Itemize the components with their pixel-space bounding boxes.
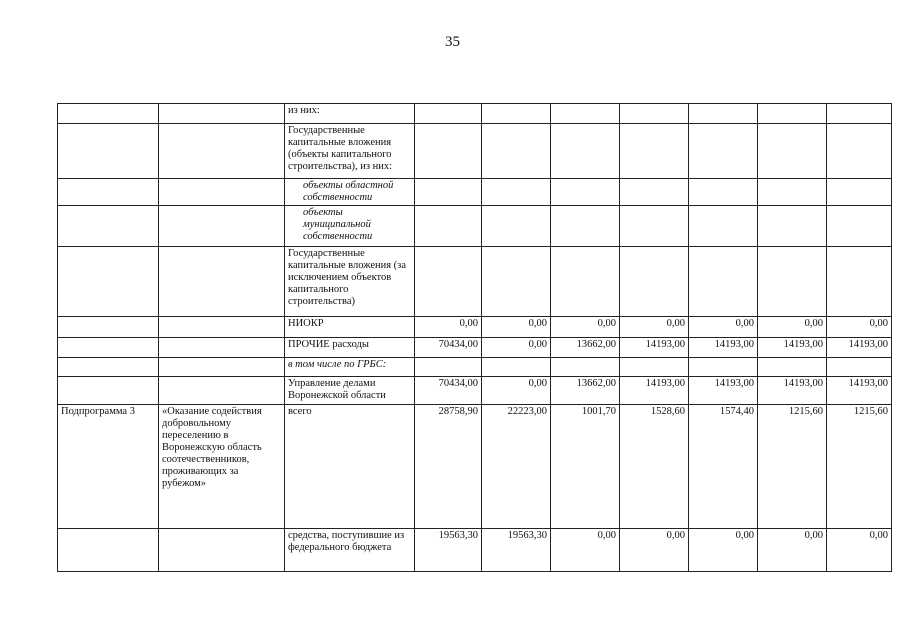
- value-year-3: 0,00: [620, 317, 689, 338]
- value-year-5: 14193,00: [758, 377, 827, 405]
- value-year-3: 1528,60: [620, 405, 689, 529]
- program-name-cell: [159, 206, 285, 247]
- value-total: 70434,00: [415, 338, 482, 358]
- program-name-cell: [159, 358, 285, 377]
- value-year-6: 14193,00: [827, 377, 892, 405]
- value-year-2: 13662,00: [551, 338, 620, 358]
- value-year-3: 0,00: [620, 529, 689, 572]
- value-year-1: 19563,30: [482, 529, 551, 572]
- value-year-6: [827, 206, 892, 247]
- value-year-3: 14193,00: [620, 377, 689, 405]
- value-year-4: 0,00: [689, 317, 758, 338]
- value-year-3: [620, 247, 689, 317]
- value-year-4: [689, 247, 758, 317]
- source-label: объекты муниципальной собственности: [285, 206, 415, 247]
- table-row: [58, 529, 892, 572]
- value-year-1: [482, 179, 551, 206]
- value-total: [415, 247, 482, 317]
- value-year-1: 0,00: [482, 317, 551, 338]
- value-total: 0,00: [415, 317, 482, 338]
- program-name-cell: [159, 247, 285, 317]
- value-year-1: [482, 247, 551, 317]
- value-year-4: [689, 358, 758, 377]
- value-year-2: [551, 247, 620, 317]
- value-year-5: [758, 179, 827, 206]
- value-year-2: 0,00: [551, 529, 620, 572]
- program-name-cell: [159, 529, 285, 572]
- value-year-1: 22223,00: [482, 405, 551, 529]
- value-year-6: 1215,60: [827, 405, 892, 529]
- value-year-6: [827, 179, 892, 206]
- value-total: [415, 179, 482, 206]
- program-cell: Подпрограмма 3: [58, 405, 159, 529]
- program-cell: [58, 317, 159, 338]
- table-row: [58, 377, 892, 405]
- value-year-6: [827, 104, 892, 124]
- table-row: [58, 358, 892, 377]
- value-year-5: [758, 124, 827, 179]
- value-year-1: 0,00: [482, 338, 551, 358]
- value-year-2: [551, 104, 620, 124]
- value-total: [415, 104, 482, 124]
- table-row: [58, 206, 892, 247]
- value-year-1: [482, 124, 551, 179]
- value-year-6: [827, 358, 892, 377]
- program-name-cell: [159, 317, 285, 338]
- value-year-5: [758, 104, 827, 124]
- value-year-5: 14193,00: [758, 338, 827, 358]
- value-year-2: [551, 206, 620, 247]
- source-label: объекты областной собственности: [285, 179, 415, 206]
- source-label: средства, поступившие из федерального бюджета: [285, 529, 415, 572]
- value-year-6: [827, 247, 892, 317]
- program-cell: [58, 377, 159, 405]
- value-year-2: 1001,70: [551, 405, 620, 529]
- value-total: [415, 206, 482, 247]
- value-year-2: [551, 179, 620, 206]
- value-year-2: 13662,00: [551, 377, 620, 405]
- value-year-4: [689, 206, 758, 247]
- program-name-cell: [159, 338, 285, 358]
- value-year-6: 0,00: [827, 317, 892, 338]
- value-year-1: 0,00: [482, 377, 551, 405]
- value-year-2: [551, 358, 620, 377]
- value-year-5: 1215,60: [758, 405, 827, 529]
- value-year-4: 14193,00: [689, 338, 758, 358]
- value-year-4: [689, 179, 758, 206]
- value-year-6: [827, 124, 892, 179]
- value-year-5: [758, 206, 827, 247]
- table-row: [58, 104, 892, 124]
- value-year-4: [689, 104, 758, 124]
- program-name-cell: [159, 377, 285, 405]
- table-row: [58, 405, 892, 529]
- value-year-1: [482, 104, 551, 124]
- program-name-cell: «Оказание содействия добровольному переселению в Воронежскую область соотечественников, проживающих за рубежом»: [159, 405, 285, 529]
- program-cell: [58, 247, 159, 317]
- value-year-3: 14193,00: [620, 338, 689, 358]
- program-cell: [58, 124, 159, 179]
- value-total: 19563,30: [415, 529, 482, 572]
- source-label: Управление делами Воронежской области: [285, 377, 415, 405]
- table-row: [58, 247, 892, 317]
- value-year-1: [482, 206, 551, 247]
- program-name-cell: [159, 104, 285, 124]
- program-cell: [58, 206, 159, 247]
- value-year-5: 0,00: [758, 529, 827, 572]
- value-year-4: 1574,40: [689, 405, 758, 529]
- value-year-3: [620, 179, 689, 206]
- value-year-6: 0,00: [827, 529, 892, 572]
- value-year-3: [620, 358, 689, 377]
- table-row: [58, 179, 892, 206]
- value-year-5: 0,00: [758, 317, 827, 338]
- value-year-4: [689, 124, 758, 179]
- program-cell: [58, 104, 159, 124]
- value-year-3: [620, 104, 689, 124]
- value-year-1: [482, 358, 551, 377]
- budget-table: [57, 103, 892, 572]
- value-year-5: [758, 358, 827, 377]
- value-year-2: 0,00: [551, 317, 620, 338]
- table-row: [58, 338, 892, 358]
- value-total: [415, 358, 482, 377]
- value-year-2: [551, 124, 620, 179]
- source-label: НИОКР: [285, 317, 415, 338]
- value-year-3: [620, 206, 689, 247]
- source-label: Государственные капитальные вложения (за исключением объектов капитального строительства): [285, 247, 415, 317]
- table-row: [58, 317, 892, 338]
- value-year-5: [758, 247, 827, 317]
- source-label: из них:: [285, 104, 415, 124]
- source-label: Государственные капитальные вложения (объекты капитального строительства), из них:: [285, 124, 415, 179]
- program-cell: [58, 338, 159, 358]
- value-year-3: [620, 124, 689, 179]
- page-number: 35: [445, 34, 460, 50]
- value-total: 28758,90: [415, 405, 482, 529]
- program-cell: [58, 179, 159, 206]
- value-year-6: 14193,00: [827, 338, 892, 358]
- program-name-cell: [159, 124, 285, 179]
- value-year-4: 14193,00: [689, 377, 758, 405]
- table-row: [58, 124, 892, 179]
- source-label: всего: [285, 405, 415, 529]
- program-cell: [58, 529, 159, 572]
- value-year-4: 0,00: [689, 529, 758, 572]
- value-total: [415, 124, 482, 179]
- value-total: 70434,00: [415, 377, 482, 405]
- source-label: ПРОЧИЕ расходы: [285, 338, 415, 358]
- source-label: в том числе по ГРБС:: [285, 358, 415, 377]
- program-cell: [58, 358, 159, 377]
- program-name-cell: [159, 179, 285, 206]
